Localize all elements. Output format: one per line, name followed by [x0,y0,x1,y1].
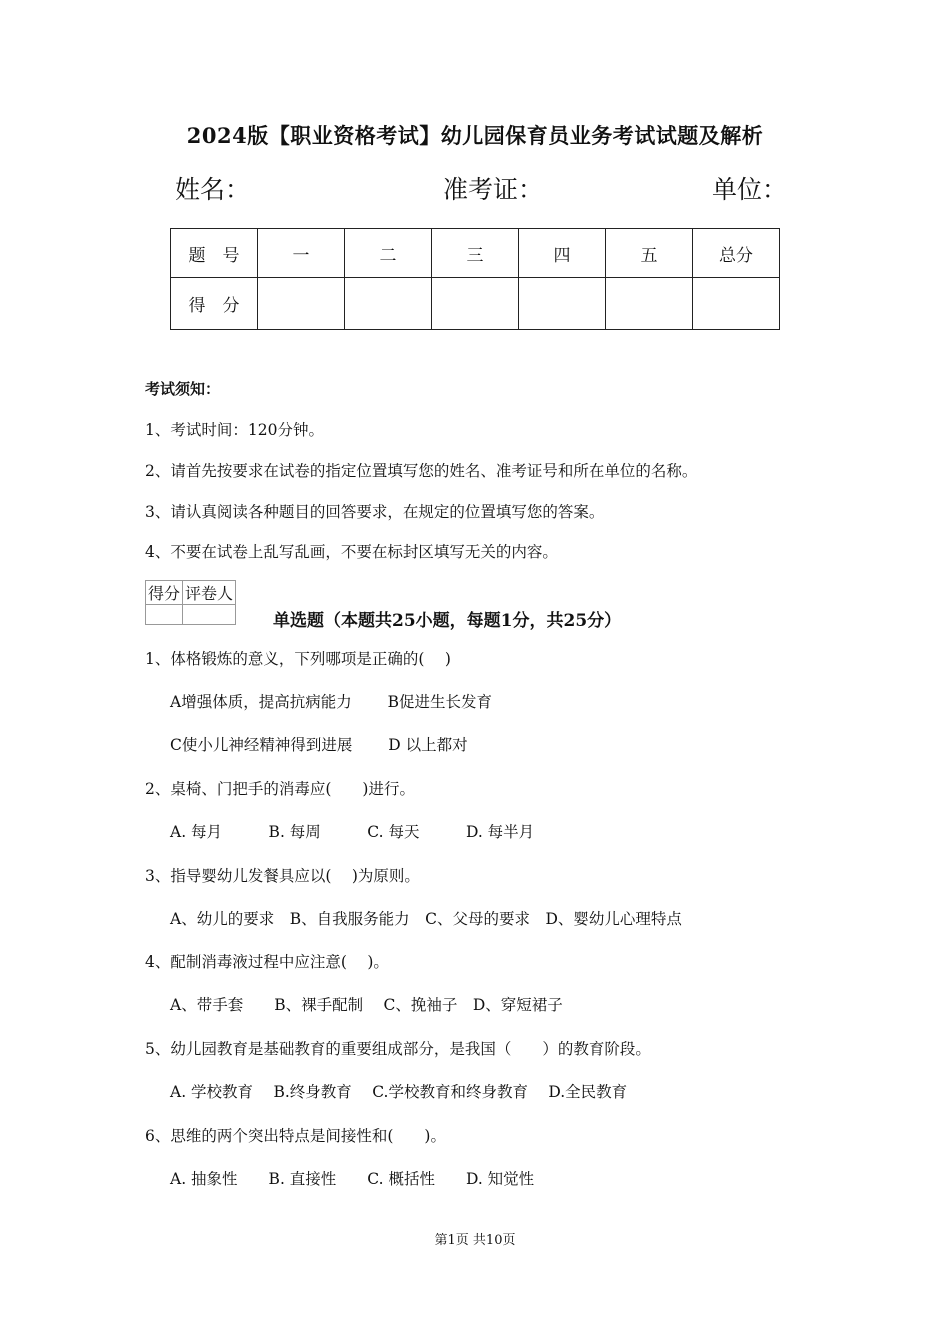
score-cell-total[interactable] [693,278,780,330]
question-stem: 1、体格锻炼的意义，下列哪项是正确的( ) [145,650,451,668]
notice-item: 4、不要在试卷上乱写乱画，不要在标封区填写无关的内容。 [145,543,558,561]
header-cell-4: 四 [519,229,606,278]
score-table-header-row [171,229,780,278]
exam-id-field-label: 准考证： [443,175,544,204]
question-options: A、幼儿的要求 B、自我服务能力 C、父母的要求 D、婴幼儿心理特点 [170,910,682,928]
question-stem: 2、桌椅、门把手的消毒应( )进行。 [145,780,415,798]
question-stem: 3、指导婴幼儿发餐具应以( )为原则。 [145,867,420,885]
score-table [170,228,780,330]
question-options: A增强体质，提高抗病能力 B促进生长发育 [170,693,493,711]
name-field-label: 姓名： [175,175,251,204]
question-stem: 4、配制消毒液过程中应注意( )。 [145,953,389,971]
unit-field-label: 单位： [712,175,788,204]
notice-item: 1、考试时间：120分钟。 [145,421,324,439]
notice-item: 3、请认真阅读各种题目的回答要求，在规定的位置填写您的答案。 [145,503,605,521]
document-title: 2024版【职业资格考试】幼儿园保育员业务考试试题及解析 [186,123,764,148]
question-options: C使小儿神经精神得到进展 D 以上都对 [170,736,468,754]
grader-reviewer-cell[interactable] [183,605,236,625]
score-table-score-row [171,278,780,330]
question-options: A. 学校教育 B.终身教育 C.学校教育和终身教育 D.全民教育 [170,1083,628,1101]
question-stem: 5、幼儿园教育是基础教育的重要组成部分，是我国（ ）的教育阶段。 [145,1040,651,1058]
grader-score-label: 得分 [146,581,183,605]
question-options: A、带手套 B、裸手配制 C、挽袖子 D、穿短裙子 [170,996,563,1014]
score-cell-4[interactable] [519,278,606,330]
section-title: 单选题（本题共25小题，每题1分，共25分） [273,611,622,631]
header-cell-1: 一 [258,229,345,278]
header-cell-question-number: 题 号 [171,229,258,278]
notice-item: 2、请首先按要求在试卷的指定位置填写您的姓名、准考证号和所在单位的名称。 [145,462,698,480]
header-cell-total: 总分 [693,229,780,278]
score-cell-1[interactable] [258,278,345,330]
header-cell-2: 二 [345,229,432,278]
page-footer: 第1页 共10页 [434,1233,516,1248]
score-cell-2[interactable] [345,278,432,330]
header-cell-3: 三 [432,229,519,278]
question-options: A. 每月 B. 每周 C. 每天 D. 每半月 [170,823,535,841]
question-stem: 6、思维的两个突出特点是间接性和( )。 [145,1127,446,1145]
score-cell-3[interactable] [432,278,519,330]
notice-heading: 考试须知： [145,380,221,398]
grader-reviewer-label: 评卷人 [183,581,236,605]
header-cell-5: 五 [606,229,693,278]
score-row-label: 得 分 [171,278,258,330]
grader-box [145,580,236,625]
score-cell-5[interactable] [606,278,693,330]
grader-score-cell[interactable] [146,605,183,625]
question-options: A. 抽象性 B. 直接性 C. 概括性 D. 知觉性 [170,1170,535,1188]
